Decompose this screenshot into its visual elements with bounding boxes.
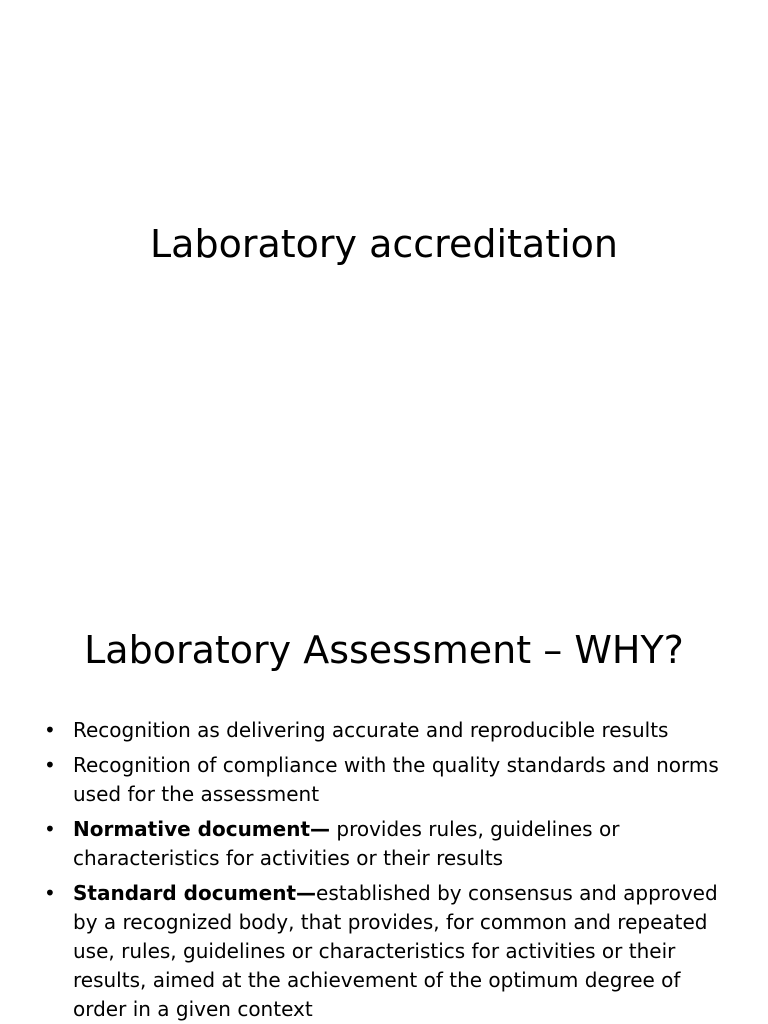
bullet-item-3 — [44, 815, 734, 873]
bullet-item-1 — [44, 716, 734, 745]
bullet-text: Recognition as delivering accurate and reproducible results — [73, 718, 669, 742]
bullet-text: provides rules, guidelines or characteristics for activities or their results — [73, 817, 620, 870]
bullet-dot-icon: • — [44, 753, 56, 777]
bullet-dot-icon: • — [44, 718, 56, 742]
bullet-term: Normative document— — [73, 817, 331, 841]
bullet-text: Recognition of compliance with the quality standards and norms used for the assessment — [73, 753, 719, 806]
bullet-item-2 — [44, 751, 734, 809]
bullet-dot-icon: • — [44, 817, 56, 841]
slide-1-title: Laboratory accreditation — [150, 222, 618, 266]
bullet-item-4 — [44, 879, 734, 1024]
slide-2-title: Laboratory Assessment – WHY? — [84, 628, 684, 672]
bullet-dot-icon: • — [44, 881, 56, 905]
bullet-text: established by consensus and approved by a recognized body, that provides, for common and repeated use, rules, guidelines or characteristics for activities or their results, aimed at the achievement of the optimum degree of order in a given context — [73, 881, 718, 1021]
bullet-term: Standard document— — [73, 881, 317, 905]
bullet-list — [44, 716, 734, 1024]
